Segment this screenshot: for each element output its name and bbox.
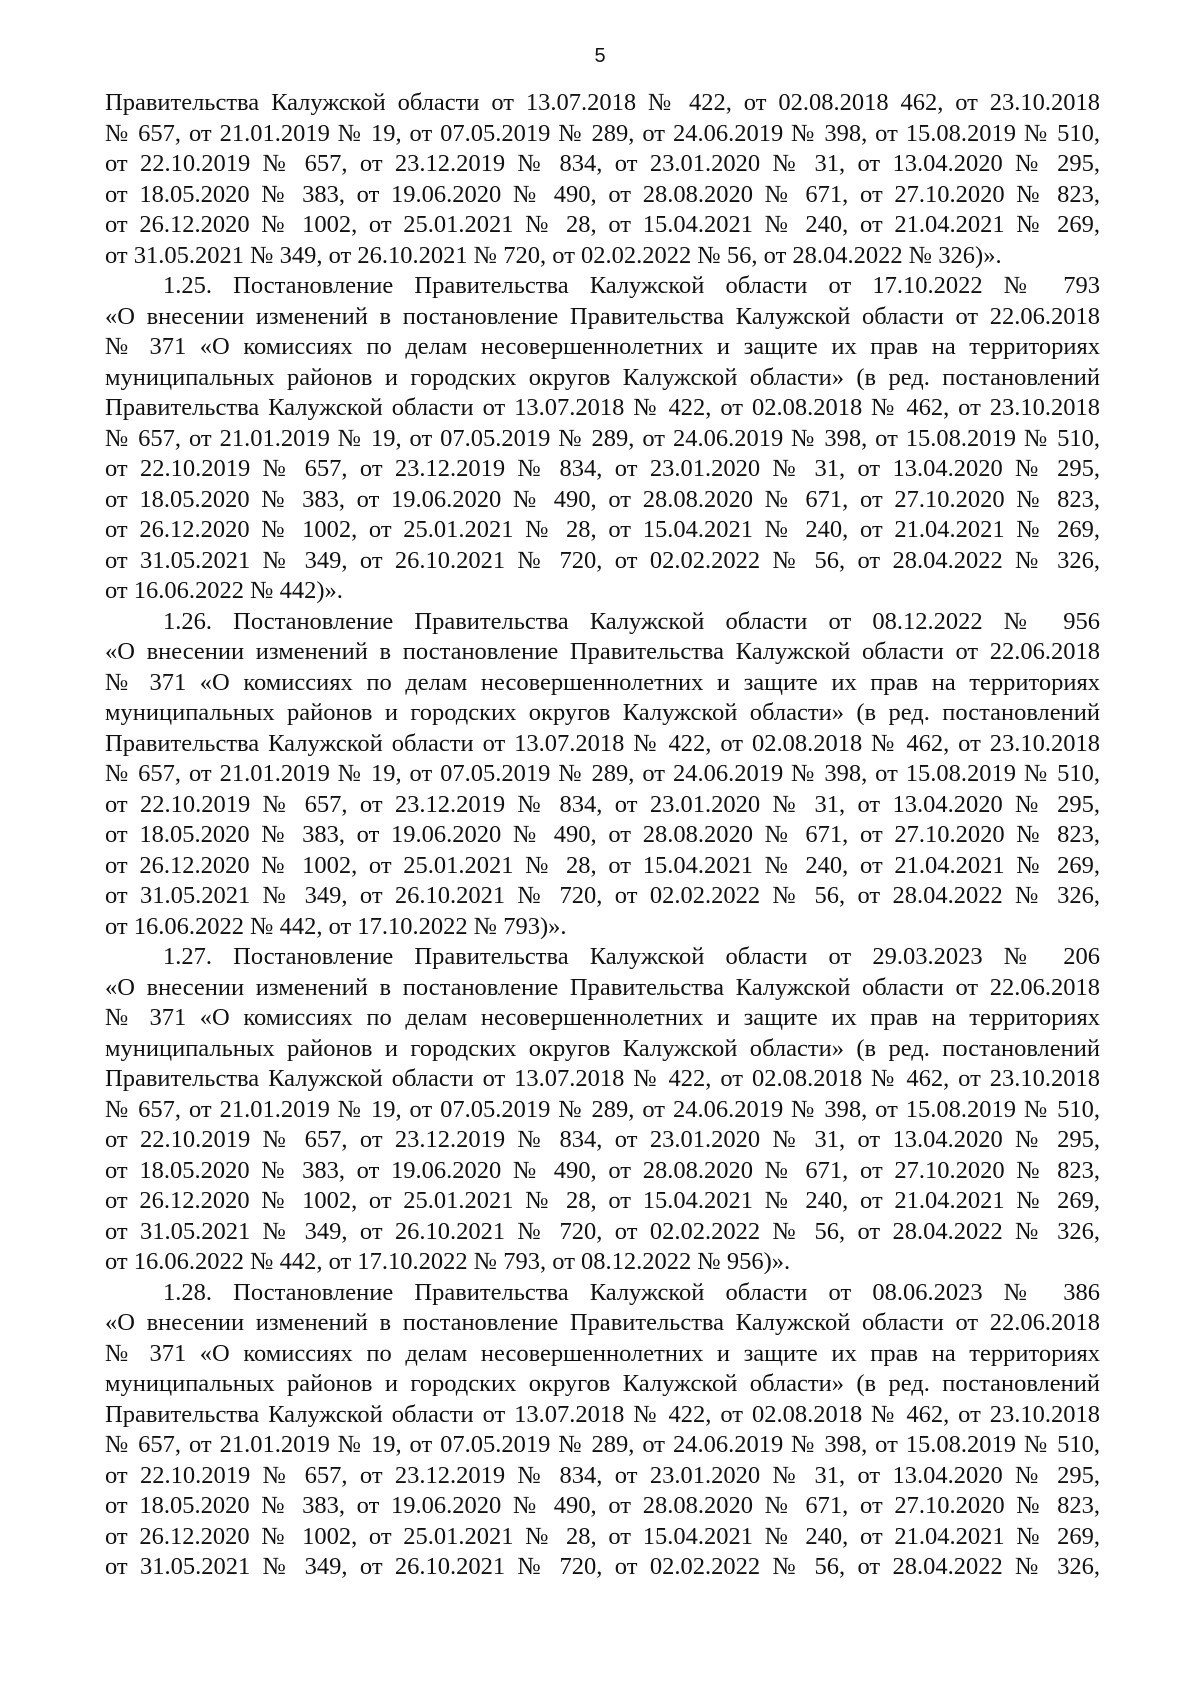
text-line: № 657, от 21.01.2019 № 19, от 07.05.2019 № 289, от 24.06.2019 № 398, от 15.08.2019 № 510, xyxy=(105,424,1100,452)
text-line: от 18.05.2020 № 383, от 19.06.2020 № 490, от 28.08.2020 № 671, от 27.10.2020 № 823, xyxy=(105,1156,1100,1184)
text-line: от 22.10.2019 № 657, от 23.12.2019 № 834, от 23.01.2020 № 31, от 13.04.2020 № 295, xyxy=(105,1461,1100,1489)
paragraph-continuation xyxy=(105,88,1100,271)
paragraph-1-27 xyxy=(105,942,1100,1278)
text-line: от 16.06.2022 № 442, от 17.10.2022 № 793, от 08.12.2022 № 956)». xyxy=(105,1248,791,1275)
text-line: муниципальных районов и городских округов Калужской области» (в ред. постановлений xyxy=(105,699,1100,726)
text-line: № 657, от 21.01.2019 № 19, от 07.05.2019 № 289, от 24.06.2019 № 398, от 15.08.2019 № 510, xyxy=(105,1431,1100,1458)
text-line: от 22.10.2019 № 657, от 23.12.2019 № 834, от 23.01.2020 № 31, от 13.04.2020 № 295, xyxy=(105,790,1100,818)
text-line: № 657, от 21.01.2019 № 19, от 07.05.2019 № 289, от 24.06.2019 № 398, от 15.08.2019 № 510, xyxy=(105,760,1100,787)
text-line: муниципальных районов и городских округов Калужской области» (в ред. постановлений xyxy=(105,1370,1100,1397)
text-line: от 31.05.2021 № 349, от 26.10.2021 № 720, от 02.02.2022 № 56, от 28.04.2022 № 326, xyxy=(105,882,1100,909)
paragraph-heading-line: 1.27. Постановление Правительства Калужской области от 29.03.2023 № 206 xyxy=(163,943,1100,970)
text-line: «О внесении изменений в постановление Правительства Калужской области от 22.06.2018 xyxy=(105,973,1100,1001)
document-body xyxy=(105,88,1100,1583)
text-line: муниципальных районов и городских округов Калужской области» (в ред. постановлений xyxy=(105,363,1100,391)
text-line: № 371 «О комиссиях по делам несовершеннолетних и защите их прав на территориях xyxy=(105,668,1100,696)
paragraph-heading-line: 1.26. Постановление Правительства Калужской области от 08.12.2022 № 956 xyxy=(163,607,1100,635)
text-line: муниципальных районов и городских округов Калужской области» (в ред. постановлений xyxy=(105,1034,1100,1062)
text-line: № 371 «О комиссиях по делам несовершеннолетних и защите их прав на территориях xyxy=(105,1339,1100,1367)
text-line: Правительства Калужской области от 13.07.2018 № 422, от 02.08.2018 № 462, от 23.10.2018 xyxy=(105,729,1100,757)
text-line: Правительства Калужской области от 13.07.2018 № 422, от 02.08.2018 462, от 23.10.2018 xyxy=(105,89,1100,116)
text-line: № 657, от 21.01.2019 № 19, от 07.05.2019 № 289, от 24.06.2019 № 398, от 15.08.2019 № 510, xyxy=(105,119,1100,147)
text-line: «О внесении изменений в постановление Правительства Калужской области от 22.06.2018 xyxy=(105,638,1100,665)
text-line: от 31.05.2021 № 349, от 26.10.2021 № 720, от 02.02.2022 № 56, от 28.04.2022 № 326, xyxy=(105,1217,1100,1245)
text-line: от 26.12.2020 № 1002, от 25.01.2021 № 28, от 15.04.2021 № 240, от 21.04.2021 № 269, xyxy=(105,516,1100,543)
text-line: от 31.05.2021 № 349, от 26.10.2021 № 720, от 02.02.2022 № 56, от 28.04.2022 № 326, xyxy=(105,546,1100,574)
page-number: 5 xyxy=(594,45,606,67)
text-line: № 371 «О комиссиях по делам несовершеннолетних и защите их прав на территориях xyxy=(105,333,1100,360)
text-line: от 18.05.2020 № 383, от 19.06.2020 № 490, от 28.08.2020 № 671, от 27.10.2020 № 823, xyxy=(105,485,1100,513)
text-line: № 657, от 21.01.2019 № 19, от 07.05.2019 № 289, от 24.06.2019 № 398, от 15.08.2019 № 510, xyxy=(105,1095,1100,1123)
paragraph-heading-line: 1.28. Постановление Правительства Калужской области от 08.06.2023 № 386 xyxy=(163,1278,1100,1306)
paragraph-1-28 xyxy=(105,1278,1100,1583)
text-line: от 31.05.2021 № 349, от 26.10.2021 № 720, от 02.02.2022 № 56, от 28.04.2022 № 326, xyxy=(105,1553,1100,1580)
paragraph-1-25 xyxy=(105,271,1100,607)
text-line: Правительства Калужской области от 13.07.2018 № 422, от 02.08.2018 № 462, от 23.10.2018 xyxy=(105,1065,1100,1092)
text-line: от 26.12.2020 № 1002, от 25.01.2021 № 28, от 15.04.2021 № 240, от 21.04.2021 № 269, xyxy=(105,211,1100,238)
text-line: от 16.06.2022 № 442, от 17.10.2022 № 793)». xyxy=(105,912,567,940)
text-line: от 22.10.2019 № 657, от 23.12.2019 № 834, от 23.01.2020 № 31, от 13.04.2020 № 295, xyxy=(105,455,1100,482)
text-line: от 26.12.2020 № 1002, от 25.01.2021 № 28, от 15.04.2021 № 240, от 21.04.2021 № 269, xyxy=(105,1522,1100,1550)
text-line: от 26.12.2020 № 1002, от 25.01.2021 № 28, от 15.04.2021 № 240, от 21.04.2021 № 269, xyxy=(105,1187,1100,1214)
paragraph-heading-line: 1.25. Постановление Правительства Калужской области от 17.10.2022 № 793 xyxy=(163,272,1100,299)
text-line: от 22.10.2019 № 657, от 23.12.2019 № 834, от 23.01.2020 № 31, от 13.04.2020 № 295, xyxy=(105,1126,1100,1153)
text-line: от 26.12.2020 № 1002, от 25.01.2021 № 28, от 15.04.2021 № 240, от 21.04.2021 № 269, xyxy=(105,851,1100,879)
text-line: «О внесении изменений в постановление Правительства Калужской области от 22.06.2018 xyxy=(105,302,1100,330)
text-line: от 18.05.2020 № 383, от 19.06.2020 № 490, от 28.08.2020 № 671, от 27.10.2020 № 823, xyxy=(105,1492,1100,1519)
text-line: от 16.06.2022 № 442)». xyxy=(105,577,343,604)
text-line: от 31.05.2021 № 349, от 26.10.2021 № 720, от 02.02.2022 № 56, от 28.04.2022 № 326)». xyxy=(105,241,1002,269)
text-line: от 18.05.2020 № 383, от 19.06.2020 № 490, от 28.08.2020 № 671, от 27.10.2020 № 823, xyxy=(105,821,1100,848)
text-line: Правительства Калужской области от 13.07.2018 № 422, от 02.08.2018 № 462, от 23.10.2018 xyxy=(105,1400,1100,1428)
text-line: от 22.10.2019 № 657, от 23.12.2019 № 834, от 23.01.2020 № 31, от 13.04.2020 № 295, xyxy=(105,150,1100,177)
paragraph-1-26 xyxy=(105,607,1100,943)
text-line: от 18.05.2020 № 383, от 19.06.2020 № 490, от 28.08.2020 № 671, от 27.10.2020 № 823, xyxy=(105,180,1100,208)
text-line: № 371 «О комиссиях по делам несовершеннолетних и защите их прав на территориях xyxy=(105,1004,1100,1031)
text-line: Правительства Калужской области от 13.07.2018 № 422, от 02.08.2018 № 462, от 23.10.2018 xyxy=(105,394,1100,421)
text-line: «О внесении изменений в постановление Правительства Калужской области от 22.06.2018 xyxy=(105,1309,1100,1336)
